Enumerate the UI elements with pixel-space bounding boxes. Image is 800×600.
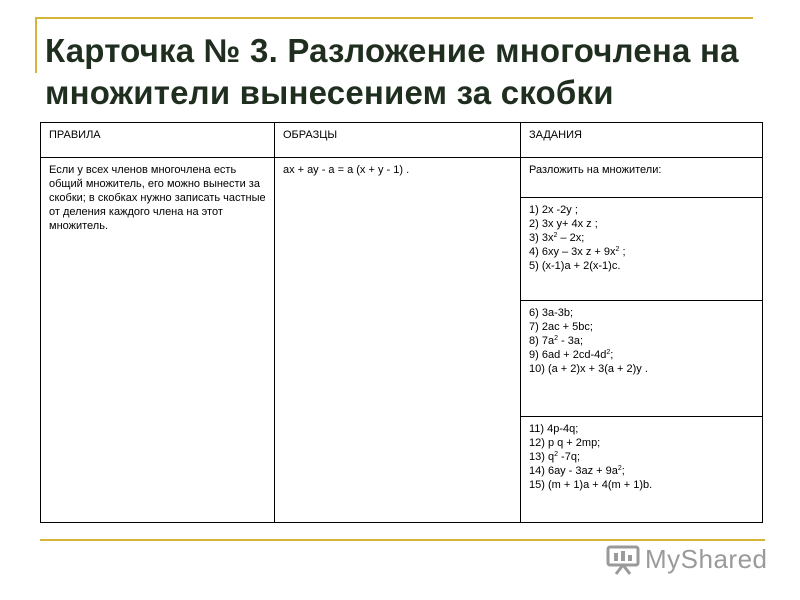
- column-header-samples: ОБРАЗЦЫ: [275, 123, 521, 158]
- task-item: 9) $6аd + 2cd-4d^2$;: [529, 349, 614, 361]
- task-item: 11) 4р-4q;: [529, 423, 579, 435]
- presentation-board-icon: [605, 543, 641, 575]
- task-item: 13) $q^2$ -7q;: [529, 451, 580, 463]
- task-item: 7) 2ас + 5bс;: [529, 321, 593, 333]
- card-table: [40, 122, 763, 523]
- top-decorative-rule: [35, 17, 753, 19]
- tasks-group-3: [521, 417, 763, 523]
- task-item: 1) 2х -2у ;: [529, 204, 578, 216]
- left-decorative-rule: [35, 17, 37, 73]
- task-item: 15) (m + 1)а + 4(m + 1)b.: [529, 479, 653, 491]
- task-item: 6) 3а-3b;: [529, 307, 574, 319]
- task-item: 3) $3х^2 - 2х$;: [529, 232, 585, 244]
- myshared-logo[interactable]: [605, 543, 768, 575]
- logo-text: MyShared: [645, 543, 768, 574]
- task-item: 12) р q + 2mр;: [529, 437, 601, 449]
- bottom-decorative-rule: [40, 539, 765, 541]
- tasks-group-1: [521, 198, 763, 301]
- tasks-group-2: [521, 301, 763, 417]
- task-item: 8) $7а^2 - 3а$;: [529, 335, 584, 347]
- task-item: 5) (х-1)а + 2(х-1)с.: [529, 260, 621, 272]
- column-header-tasks: ЗАДАНИЯ: [521, 123, 763, 158]
- tasks-intro-cell: Разложить на множители:: [521, 158, 763, 198]
- task-item: 2) 3х у+ 4х z ;: [529, 218, 598, 230]
- rules-cell: Если у всех членов многочлена есть общий множитель, его можно вынести за скобки; в скобках нужно записать частные от деления каждого члена на этот множитель.: [41, 158, 275, 523]
- sample-cell: ах + ау - а = а (х + у - 1) .: [275, 158, 521, 523]
- column-header-rules: ПРАВИЛА: [41, 123, 275, 158]
- table-row: [41, 158, 763, 198]
- header-row: [41, 123, 763, 158]
- task-item: 4) 6ху – 3х $z + 9х^2$ ;: [529, 246, 626, 258]
- page-title: Карточка № 3. Разложение многочлена на множители вынесением за скобки: [45, 32, 739, 111]
- task-item: 14) $6ау - 3аz + 9а^2$;: [529, 465, 625, 477]
- task-item: 10) (а + 2)х + 3(а + 2)у .: [529, 363, 648, 375]
